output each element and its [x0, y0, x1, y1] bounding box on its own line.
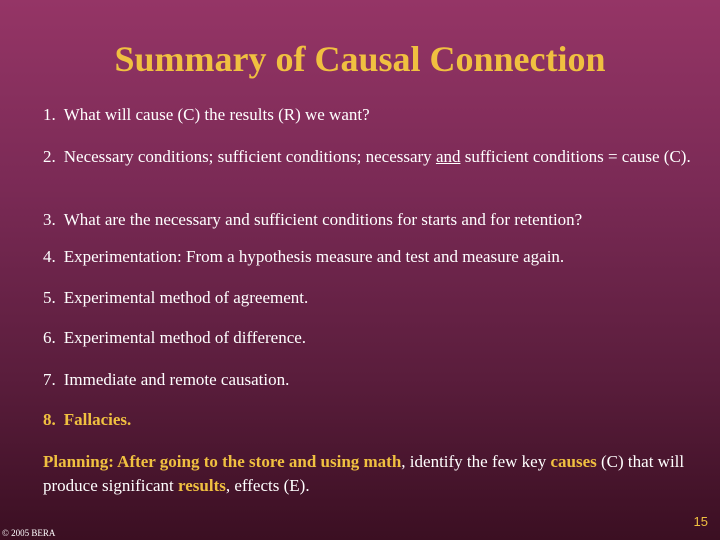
- item-text: Experimental method of agreement.: [63, 288, 309, 307]
- list-item-4: [43, 245, 693, 269]
- item-number: 5.: [43, 288, 56, 307]
- slide-title: Summary of Causal Connection: [114, 39, 606, 79]
- list-item-5: [43, 286, 693, 310]
- planning-label: Planning: After going to the store and using math: [43, 452, 402, 471]
- item-text-continued: sufficient conditions = cause (C).: [460, 147, 691, 166]
- item-text: Experimental method of difference.: [63, 328, 307, 347]
- planning-note: [43, 450, 693, 498]
- page-number: 15: [693, 514, 708, 529]
- item-text: What will cause (C) the results (R) we want?: [63, 105, 370, 124]
- item-number: 2.: [43, 147, 56, 166]
- planning-text-2: (C) that will produce significant: [43, 452, 685, 495]
- item-text: Fallacies.: [63, 410, 132, 429]
- item-text: Experimentation: From a hypothesis measure and test and measure again.: [63, 247, 565, 266]
- item-number: 3.: [43, 210, 56, 229]
- list-item-1: [43, 103, 693, 127]
- item-text: Immediate and remote causation.: [63, 370, 290, 389]
- item-number: 4.: [43, 247, 56, 266]
- list-item-3: [43, 208, 693, 232]
- planning-text-3: , effects (E).: [225, 476, 310, 495]
- item-number: 7.: [43, 370, 56, 389]
- results-word: results: [178, 476, 226, 495]
- list-item-2: [43, 145, 693, 169]
- planning-text: , identify the few key: [401, 452, 551, 471]
- item-text: Necessary conditions; sufficient conditions; necessary: [63, 147, 436, 166]
- item-number: 6.: [43, 328, 56, 347]
- causes-word: causes: [550, 452, 597, 471]
- copyright-notice: © 2005 BERA: [2, 528, 56, 538]
- item-text: What are the necessary and sufficient conditions for starts and for retention?: [63, 210, 583, 229]
- item-underlined-word: and: [435, 147, 461, 166]
- list-item-6: [43, 326, 693, 350]
- item-number: 8.: [43, 410, 56, 429]
- list-item-8: [43, 408, 693, 432]
- item-number: 1.: [43, 105, 56, 124]
- list-item-7: [43, 368, 693, 392]
